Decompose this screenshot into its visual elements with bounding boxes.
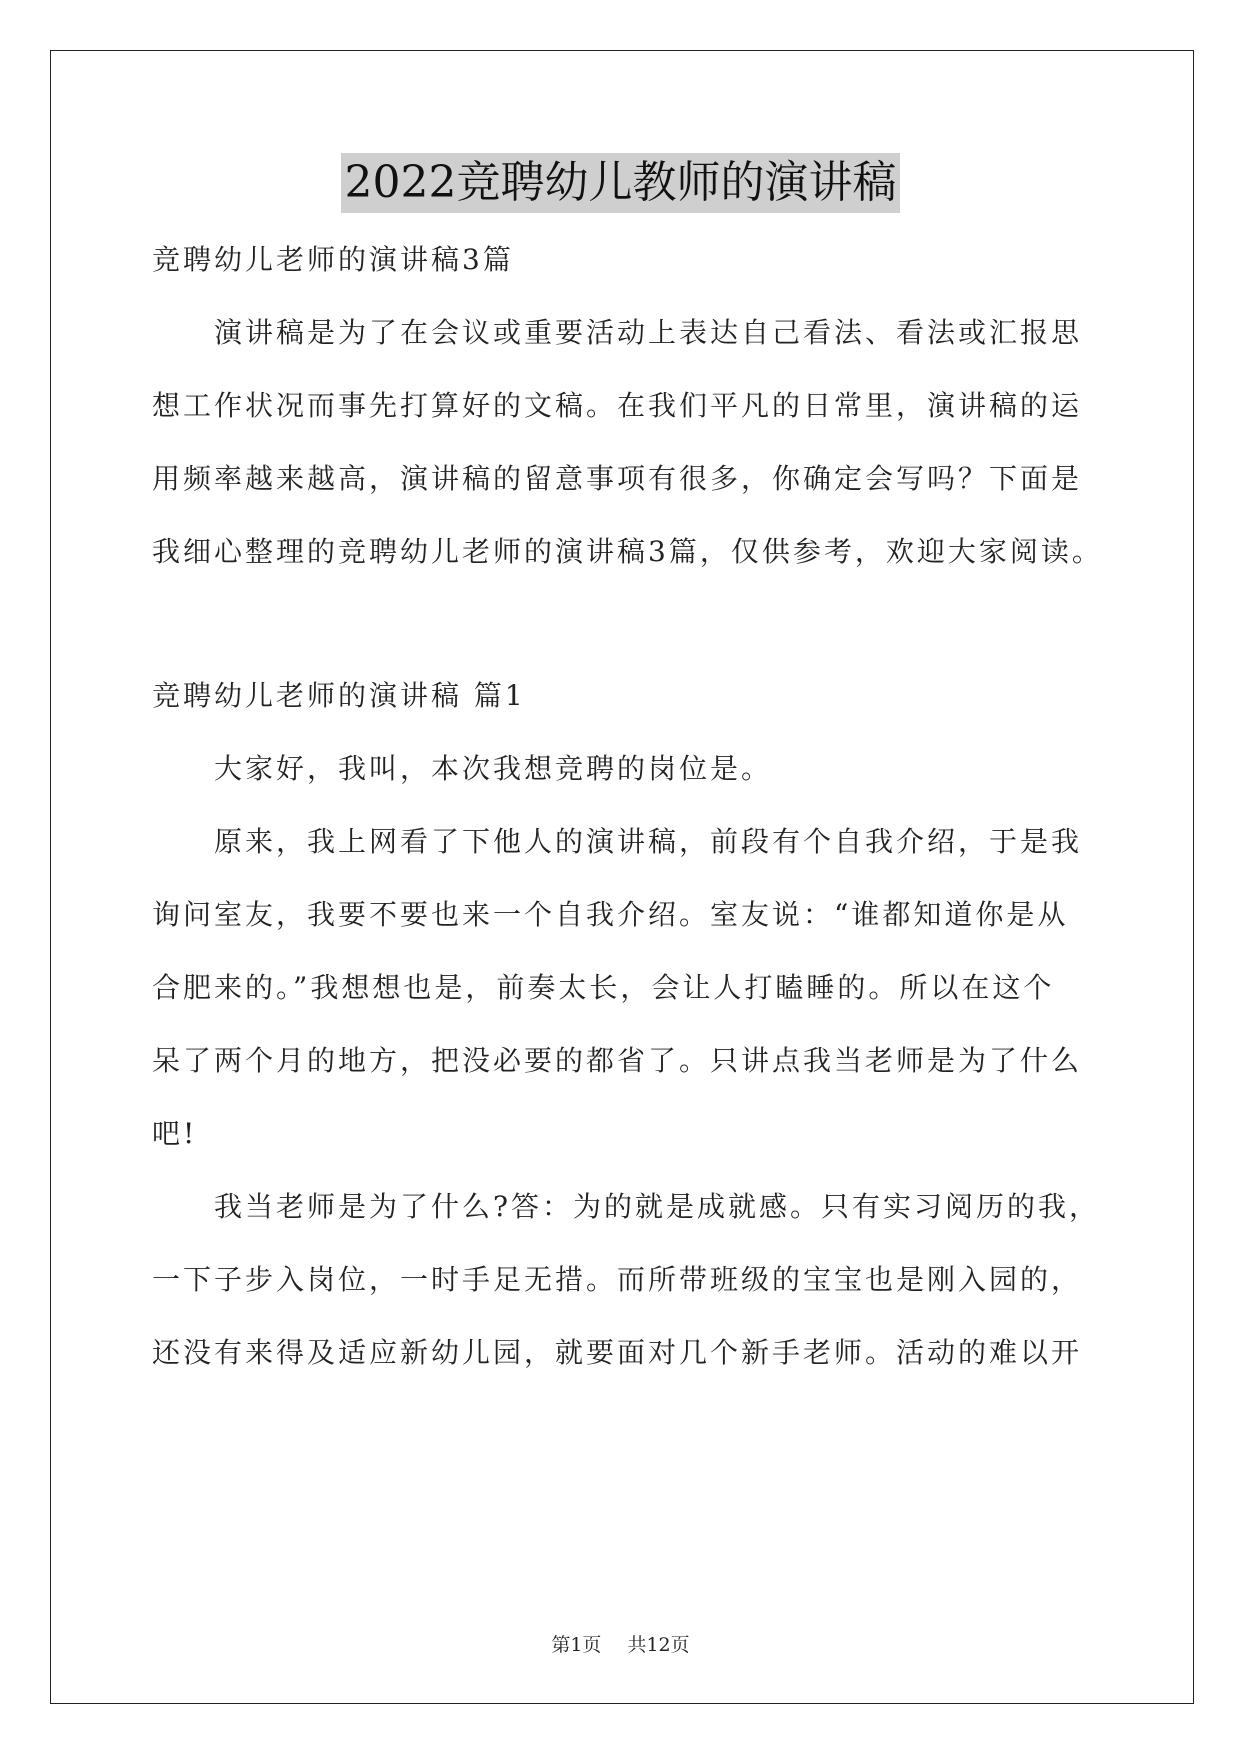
- document-title: 2022竞聘幼儿教师的演讲稿: [341, 153, 901, 213]
- paragraph-line: 吧!: [152, 1117, 198, 1150]
- paragraph-line: 询问室友，我要不要也来一个自我介绍。室友说：“谁都知道你是从: [152, 898, 1069, 931]
- paragraph-line: 演讲稿是为了在会议或重要活动上表达自己看法、看法或汇报思: [214, 316, 1083, 349]
- page-number-total: 共12页: [627, 1634, 690, 1656]
- paragraph-line: 合肥来的。”我想想也是，前奏太长，会让人打瞌睡的。所以在这个: [152, 971, 1055, 1004]
- paragraph-line: 还没有来得及适应新幼儿园，就要面对几个新手老师。活动的难以开: [152, 1336, 1083, 1369]
- paragraph-line: 原来，我上网看了下他人的演讲稿，前段有个自我介绍，于是我: [214, 825, 1083, 858]
- paragraph-line: 呆了两个月的地方，把没必要的都省了。只讲点我当老师是为了什么: [152, 1044, 1083, 1077]
- paragraph-line: 我当老师是为了什么?答：为的就是成就感。只有实习阅历的我，: [214, 1190, 1101, 1223]
- paragraph-line: 一下子步入岗位，一时手足无措。而所带班级的宝宝也是刚入园的，: [152, 1263, 1083, 1296]
- subtitle-line: 竞聘幼儿老师的演讲稿3篇: [152, 243, 514, 276]
- section-heading: 竞聘幼儿老师的演讲稿 篇1: [152, 679, 526, 712]
- paragraph-line: 想工作状况而事先打算好的文稿。在我们平凡的日常里，演讲稿的运: [152, 389, 1083, 422]
- page-number-current: 第1页: [551, 1634, 602, 1656]
- page-border: [50, 50, 1194, 1704]
- page-footer: [0, 1630, 1241, 1657]
- paragraph-line: 用频率越来越高，演讲稿的留意事项有很多，你确定会写吗？下面是: [152, 462, 1083, 495]
- paragraph-line: 我细心整理的竞聘幼儿老师的演讲稿3篇，仅供参考，欢迎大家阅读。: [152, 535, 1103, 568]
- paragraph-line: 大家好，我叫，本次我想竞聘的岗位是。: [214, 752, 773, 785]
- title-container: [0, 153, 1241, 213]
